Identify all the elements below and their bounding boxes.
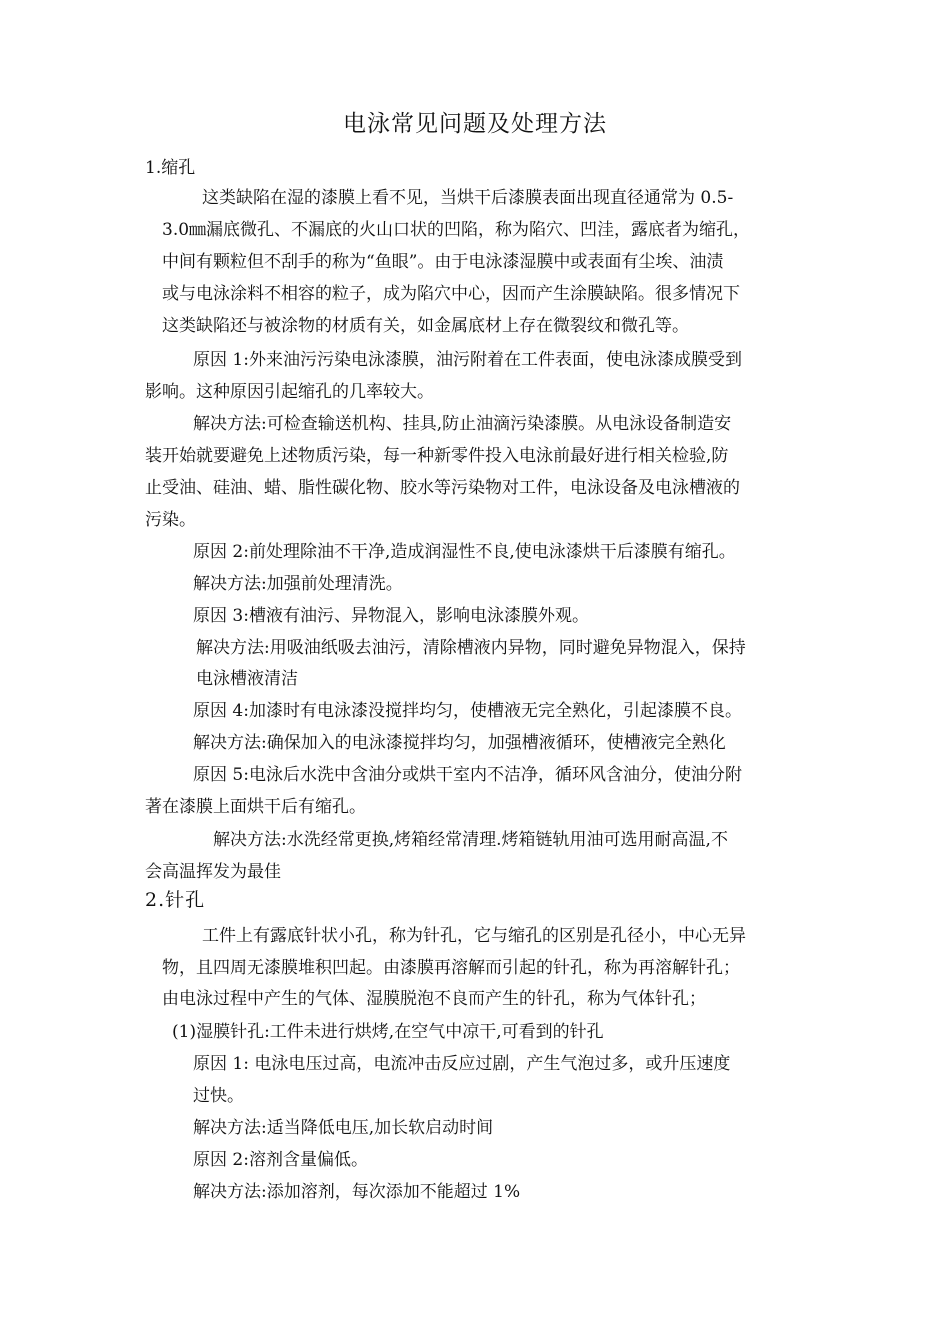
cause-line: 原因 1:外来油污污染电泳漆膜，油污附着在工件表面，使电泳漆成膜受到	[193, 350, 742, 370]
subsection-heading: (1)湿膜针孔:工件未进行烘烤,在空气中凉干,可看到的针孔	[172, 1022, 604, 1042]
cause-line: 原因 2:溶剂含量偏低。	[193, 1150, 368, 1170]
cause-line: 影响。这种原因引起缩孔的几率较大。	[145, 382, 434, 402]
paragraph-line: 这类缺陷还与被涂物的材质有关，如金属底材上存在微裂纹和微孔等。	[162, 316, 689, 336]
solution-line: 止受油、硅油、蜡、脂性碳化物、胶水等污染物对工件，电泳设备及电泳槽液的	[145, 478, 740, 498]
paragraph-line: 或与电泳涂料不相容的粒子，成为陷穴中心，因而产生涂膜缺陷。很多情况下	[162, 284, 740, 304]
paragraph-line: 工件上有露底针状小孔，称为针孔，它与缩孔的区别是孔径小，中心无异	[202, 926, 746, 946]
cause-line: 原因 2:前处理除油不干净,造成润湿性不良,使电泳漆烘干后漆膜有缩孔。	[193, 542, 736, 562]
cause-line: 原因 1: 电泳电压过高，电流冲击反应过剧，产生气泡过多，或升压速度	[193, 1054, 731, 1074]
paragraph-line: 物，且四周无漆膜堆积凹起。由漆膜再溶解而引起的针孔，称为再溶解针孔；	[162, 958, 740, 978]
cause-line: 著在漆膜上面烘干后有缩孔。	[145, 797, 366, 817]
cause-line: 原因 5:电泳后水洗中含油分或烘干室内不洁净，循环风含油分，使油分附	[193, 765, 742, 785]
paragraph-line: 由电泳过程中产生的气体、湿膜脱泡不良而产生的针孔，称为气体针孔；	[162, 989, 706, 1009]
solution-line: 解决方法:确保加入的电泳漆搅拌均匀，加强槽液循环，使槽液完全熟化	[193, 733, 726, 753]
solution-line: 解决方法:可检查输送机构、挂具,防止油滴污染漆膜。从电泳设备制造安	[193, 414, 732, 434]
solution-line: 装开始就要避免上述物质污染，每一种新零件投入电泳前最好进行相关检验,防	[145, 446, 729, 466]
paragraph-line: 中间有颗粒但不刮手的称为“鱼眼”。由于电泳漆湿膜中或表面有尘埃、油渍	[162, 252, 724, 272]
paragraph-line: 3.0㎜漏底微孔、不漏底的火山口状的凹陷，称为陷穴、凹洼，露底者为缩孔，	[162, 220, 751, 240]
page-title: 电泳常见问题及处理方法	[343, 111, 607, 137]
section-heading-pinhole: 2.针孔	[145, 889, 206, 911]
solution-line: 解决方法:适当降低电压,加长软启动时间	[193, 1118, 494, 1138]
cause-line: 原因 3:槽液有油污、异物混入，影响电泳漆膜外观。	[193, 606, 589, 626]
solution-line: 解决方法:添加溶剂，每次添加不能超过 1%	[193, 1182, 521, 1202]
section-heading-shrinkage: 1.缩孔	[145, 158, 196, 178]
solution-line: 会高温挥发为最佳	[145, 862, 281, 882]
solution-line: 污染。	[145, 510, 196, 530]
cause-line: 原因 4:加漆时有电泳漆没搅拌均匀，使槽液无完全熟化，引起漆膜不良。	[193, 701, 742, 721]
solution-line: 解决方法:加强前处理清洗。	[193, 574, 403, 594]
solution-line: 解决方法:用吸油纸吸去油污，清除槽液内异物，同时避免异物混入，保持	[196, 638, 746, 658]
solution-line: 解决方法:水洗经常更换,烤箱经常清理.烤箱链轨用油可选用耐高温,不	[213, 830, 728, 850]
cause-line: 过快。	[193, 1086, 244, 1106]
paragraph-line: 这类缺陷在湿的漆膜上看不见，当烘干后漆膜表面出现直径通常为 0.5-	[202, 188, 734, 208]
solution-line: 电泳槽液清洁	[196, 669, 298, 689]
